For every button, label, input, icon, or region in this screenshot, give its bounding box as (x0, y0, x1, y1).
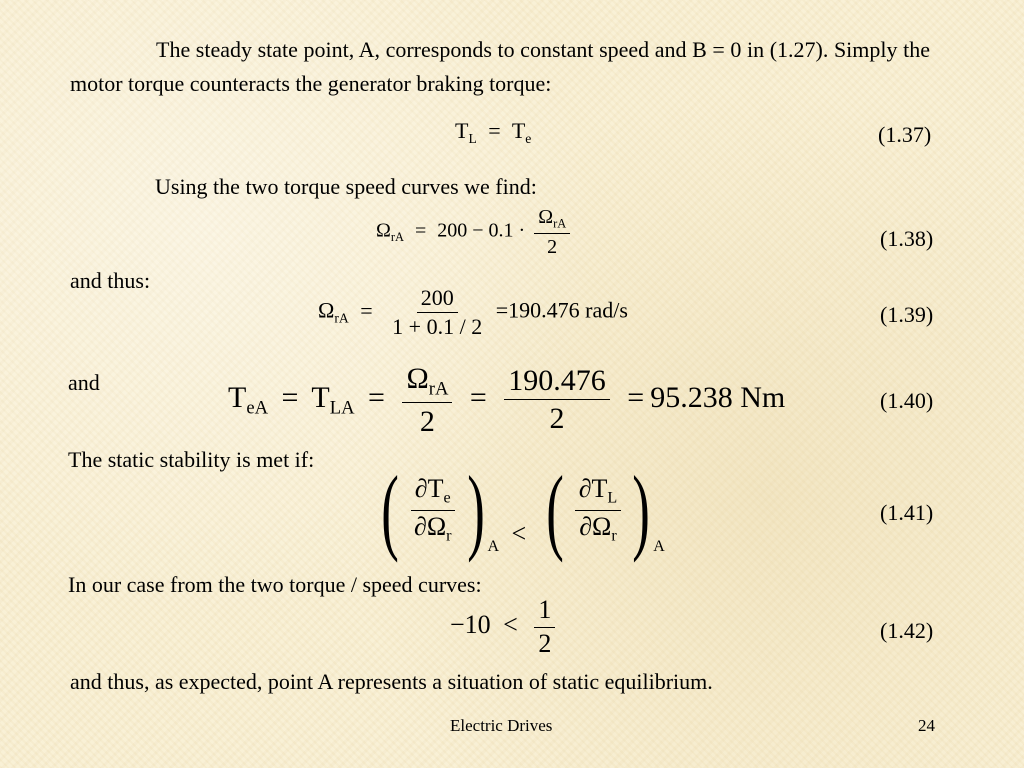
eq141-left-fraction (410, 475, 456, 545)
eq141-left-close-paren: ) (466, 456, 485, 563)
eq141-r-num: ∂T (578, 474, 608, 504)
eq140-t2: T (311, 380, 330, 414)
eq140-f2-den: 2 (549, 402, 565, 436)
text-conclusion: and thus, as expected, point A represents a situation of static equilibrium. (70, 669, 713, 694)
eq141-r-den-sub: r (611, 527, 617, 545)
eq141-right-group (539, 456, 665, 563)
eq138-num-sub: rA (553, 216, 567, 231)
eq141-op: < (511, 519, 527, 548)
eq140-number: (1.40) (880, 388, 934, 413)
eq139-lhs-sub: rA (334, 310, 349, 326)
paragraph-intro (70, 33, 930, 101)
eq141-left-group (374, 456, 500, 563)
eq139-fraction (388, 286, 486, 339)
text-our-case: In our case from the two torque / speed curves: (68, 572, 482, 597)
eq139-op2: = (495, 297, 509, 323)
eq138-den: 2 (547, 235, 558, 258)
eq139-den: 1 + 0.1 / 2 (392, 314, 483, 340)
eq141-number: (1.41) (880, 500, 934, 525)
eq137-lhs-sub: L (468, 130, 477, 146)
eq137-rhs-sub: e (525, 130, 532, 146)
eq140-op3: = (469, 380, 487, 414)
eq137-op: = (488, 118, 501, 143)
eq141-l-num: ∂T (414, 474, 444, 504)
eq140-op1: = (281, 380, 299, 414)
eq139-lhs: Ω (318, 297, 335, 323)
eq139-result: 190.476 rad/s (508, 297, 628, 323)
eq140-fraction-1 (402, 362, 452, 438)
eq141-l-den-sub: r (446, 527, 452, 545)
eq141-l-point: A (487, 538, 500, 555)
eq140-op4: = (627, 380, 645, 414)
eq142-op: < (503, 610, 518, 640)
text-and-thus: and thus: (70, 268, 151, 293)
eq137-lhs: T (455, 118, 469, 143)
equation-1-37 (455, 118, 531, 147)
eq141-l-den: ∂Ω (413, 511, 447, 541)
eq141-right-fraction (575, 475, 622, 545)
eq141-right-open-paren: ( (545, 456, 564, 563)
eq140-f2-num: 190.476 (504, 364, 610, 400)
eq142-num: 1 (534, 596, 555, 628)
paragraph-intro-text: The steady state point, A, corresponds to constant speed and B = 0 in (1.27). Simply the motor torque counteracts the generator braking torque: (70, 37, 930, 96)
eq140-f1-num-sub: rA (428, 378, 449, 400)
eq138-lhs-sub: rA (390, 229, 404, 244)
equation-1-39 (318, 286, 628, 339)
text-and: and (68, 370, 100, 395)
footer-page-number: 24 (918, 716, 935, 735)
eq138-num: Ω (538, 206, 554, 228)
text-static-stability: The static stability is met if: (68, 447, 315, 472)
equation-1-42 (450, 596, 559, 658)
eq139-num: 200 (417, 286, 458, 313)
eq142-lhs: −10 (450, 610, 491, 640)
equation-1-40 (228, 362, 785, 438)
eq140-result: 95.238 Nm (650, 380, 786, 414)
eq140-f1-den: 2 (419, 404, 435, 438)
eq140-t1-sub: eA (246, 397, 269, 419)
eq138-op: = (414, 219, 427, 242)
text-using-curves: Using the two torque speed curves we find: (155, 174, 537, 199)
eq141-r-point: A (653, 538, 665, 555)
eq140-t2-sub: LA (329, 397, 355, 419)
eq141-l-num-sub: e (443, 489, 451, 507)
eq138-number: (1.38) (880, 226, 934, 251)
eq137-rhs: T (511, 118, 526, 143)
equation-1-41 (374, 456, 665, 563)
eq142-number: (1.42) (880, 618, 934, 643)
eq137-number: (1.37) (878, 122, 932, 147)
eq140-t1: T (228, 380, 247, 414)
eq141-left-open-paren: ( (381, 456, 399, 563)
eq140-op2: = (368, 380, 385, 414)
eq140-f1-num: Ω (406, 362, 429, 395)
eq138-mid: 200 − 0.1 · (437, 219, 526, 242)
eq141-r-den: ∂Ω (579, 511, 612, 541)
footer-title: Electric Drives (450, 716, 553, 735)
eq141-r-num-sub: L (607, 489, 618, 507)
eq140-fraction-2 (504, 364, 610, 435)
eq142-fraction (534, 596, 555, 658)
eq142-den: 2 (538, 628, 552, 658)
eq141-right-close-paren: ) (632, 456, 651, 563)
eq138-fraction (534, 206, 570, 258)
eq139-op: = (360, 297, 373, 323)
eq139-number: (1.39) (880, 302, 934, 327)
eq138-lhs: Ω (376, 219, 391, 242)
equation-1-38 (376, 206, 574, 258)
